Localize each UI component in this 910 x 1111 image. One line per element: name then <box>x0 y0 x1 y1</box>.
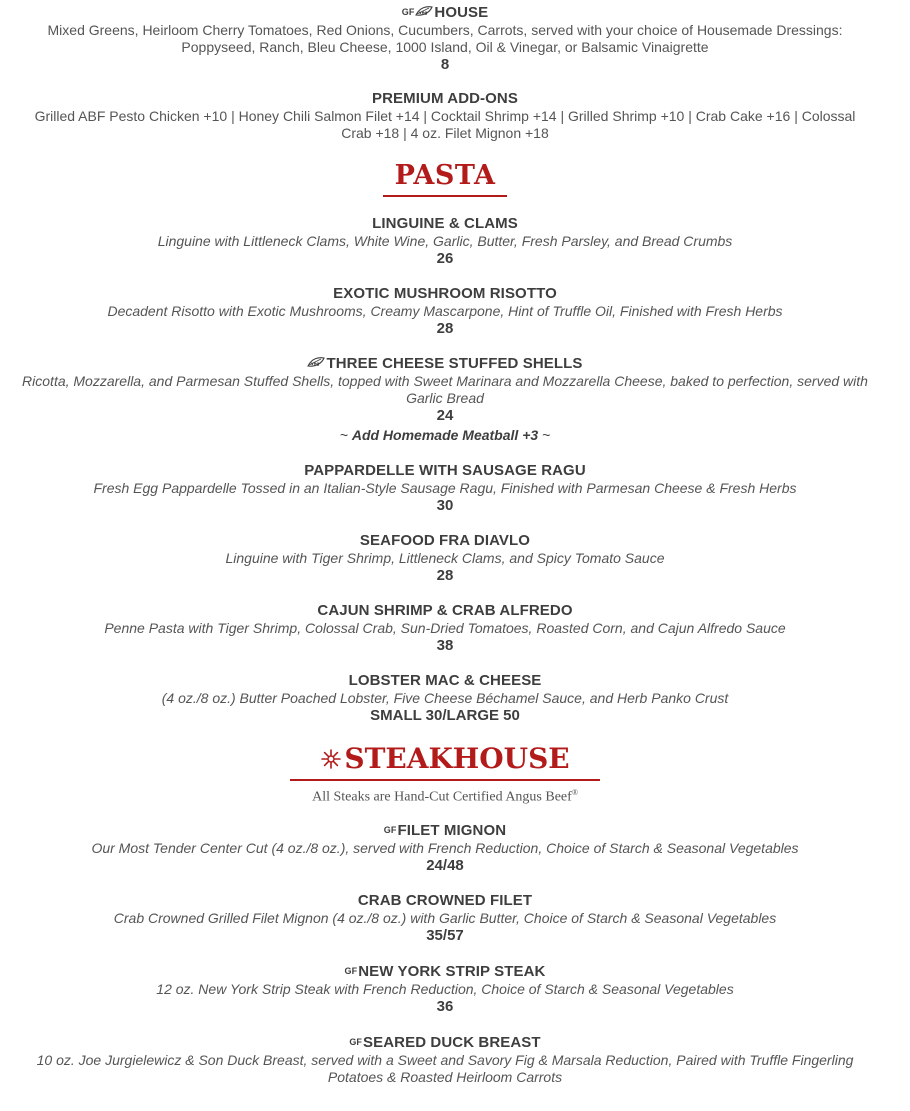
steakhouse-title-wrap <box>290 742 599 781</box>
item-price: 28 <box>436 567 454 584</box>
menu-item <box>0 892 890 945</box>
section-title: STEAKHOUSE <box>344 742 570 775</box>
item-price: 38 <box>436 637 454 654</box>
steakhouse-section-header <box>0 742 890 807</box>
item-description: 12 oz. New York Strip Steak with French Reduction, Choice of Starch & Seasonal Vegetables <box>156 980 734 997</box>
item-name: CRAB CROWNED FILET <box>357 891 533 909</box>
item-description: Grilled ABF Pesto Chicken +10 | Honey Chili Salmon Filet +14 | Cocktail Shrimp +14 | Grilled Shrimp +10 | Crab Cake +16 | Colossal Crab +18 | 4 oz. Filet Mignon +18 <box>34 108 856 141</box>
item-price: 36 <box>436 997 454 1015</box>
menu-item <box>0 462 890 515</box>
menu-item <box>0 355 890 445</box>
gluten-free-badge: GF <box>344 965 358 976</box>
menu-item <box>0 1033 890 1086</box>
item-description: Linguine with Littleneck Clams, White Wine, Garlic, Butter, Fresh Parsley, and Bread Crumbs <box>157 233 733 249</box>
item-description: Our Most Tender Center Cut (4 oz./8 oz.), served with French Reduction, Choice of Starch & Seasonal Vegetables <box>91 839 799 856</box>
item-name-row <box>0 962 890 981</box>
item-description: 10 oz. Joe Jurgielewicz & Son Duck Breast, served with a Sweet and Savory Fig & Marsala Reduction, Paired with Truffle Fingerling Potatoes & Roasted Heirloom Carrots <box>36 1051 854 1085</box>
item-price: 24 <box>436 407 454 424</box>
note-prefix: ~ <box>339 427 352 443</box>
menu-item <box>0 672 890 725</box>
pasta-section-header <box>0 159 890 197</box>
item-price: 8 <box>440 56 450 73</box>
gluten-free-badge: GF <box>401 7 415 17</box>
item-description: Mixed Greens, Heirloom Cherry Tomatoes, Red Onions, Cucumbers, Carrots, served with your choice of Housemade Dressings: Poppyseed, Ranch, Bleu Cheese, 1000 Island, Oil & Vinegar, or Balsamic Vinaigrette <box>47 22 843 55</box>
item-description: Ricotta, Mozzarella, and Parmesan Stuffed Shells, topped with Sweet Marinara and Mozzarella Cheese, baked to perfection, served with Garlic Bread <box>22 373 868 406</box>
menu-item-house <box>0 0 890 74</box>
item-name: SEAFOOD FRA DIAVLO <box>359 532 531 549</box>
note-text: Add Homemade Meatball +3 <box>351 427 539 443</box>
menu-item <box>0 285 890 338</box>
item-price: 24/48 <box>426 856 464 874</box>
note-suffix: ~ <box>538 427 551 443</box>
item-name: EXOTIC MUSHROOM RISOTTO <box>333 285 557 302</box>
item-price: 28 <box>436 320 454 337</box>
subtitle-text: All Steaks are Hand-Cut Certified Angus Beef <box>312 789 572 805</box>
item-price: 26 <box>436 250 454 267</box>
item-name: THREE CHEESE STUFFED SHELLS <box>326 355 583 372</box>
asterisk-star-icon <box>320 748 342 770</box>
item-name: LINGUINE & CLAMS <box>372 215 518 232</box>
gluten-free-badge: GF <box>383 824 397 835</box>
item-name: CAJUN SHRIMP & CRAB ALFREDO <box>317 602 573 619</box>
item-description: (4 oz./8 oz.) Butter Poached Lobster, Five Cheese Béchamel Sauce, and Herb Panko Crust <box>161 690 729 706</box>
steakhouse-subtitle <box>0 784 890 807</box>
registered-mark: ® <box>571 788 578 797</box>
item-name: HOUSE <box>434 4 489 21</box>
item-name: LOBSTER MAC & CHEESE <box>348 672 542 689</box>
item-add-on-note <box>0 425 890 445</box>
svg-text:veg: veg <box>311 361 320 366</box>
menu-item <box>0 962 890 1016</box>
item-name: SEARED DUCK BREAST <box>363 1033 541 1051</box>
item-description: Decadent Risotto with Exotic Mushrooms, Creamy Mascarpone, Hint of Truffle Oil, Finished with Fresh Herbs <box>107 303 783 319</box>
item-name: PAPPARDELLE WITH SAUSAGE RAGU <box>304 462 586 479</box>
menu-item <box>0 532 890 585</box>
svg-text:veg: veg <box>419 10 428 15</box>
vegetarian-icon <box>307 356 325 368</box>
menu-item <box>0 215 890 268</box>
item-description: Linguine with Tiger Shrimp, Littleneck Clams, and Spicy Tomato Sauce <box>225 550 665 566</box>
vegetarian-icon <box>415 5 433 17</box>
item-name-row <box>0 821 890 840</box>
item-name: FILET MIGNON <box>397 821 507 839</box>
section-title: PASTA <box>383 159 508 197</box>
gluten-free-badge: GF <box>349 1036 363 1047</box>
item-description: Fresh Egg Pappardelle Tossed in an Italian-Style Sausage Ragu, Finished with Parmesan Cheese & Fresh Herbs <box>93 480 797 496</box>
item-description: Penne Pasta with Tiger Shrimp, Colossal Crab, Sun-Dried Tomatoes, Roasted Corn, and Cajun Alfredo Sauce <box>104 620 786 636</box>
menu-item <box>0 821 890 875</box>
menu-item-premium-add-ons <box>0 90 890 142</box>
item-name: PREMIUM ADD-ONS <box>372 90 518 107</box>
item-name-row <box>0 3 890 22</box>
menu-item <box>0 602 890 655</box>
item-price: 35/57 <box>426 926 464 944</box>
item-price: 30 <box>436 497 454 514</box>
item-description: Crab Crowned Grilled Filet Mignon (4 oz./8 oz.) with Garlic Butter, Choice of Starch & Seasonal Vegetables <box>113 909 777 926</box>
item-name: NEW YORK STRIP STEAK <box>358 962 546 980</box>
item-price: SMALL 30/LARGE 50 <box>370 707 520 724</box>
item-name-row <box>0 355 890 373</box>
item-name-row <box>0 1033 890 1052</box>
